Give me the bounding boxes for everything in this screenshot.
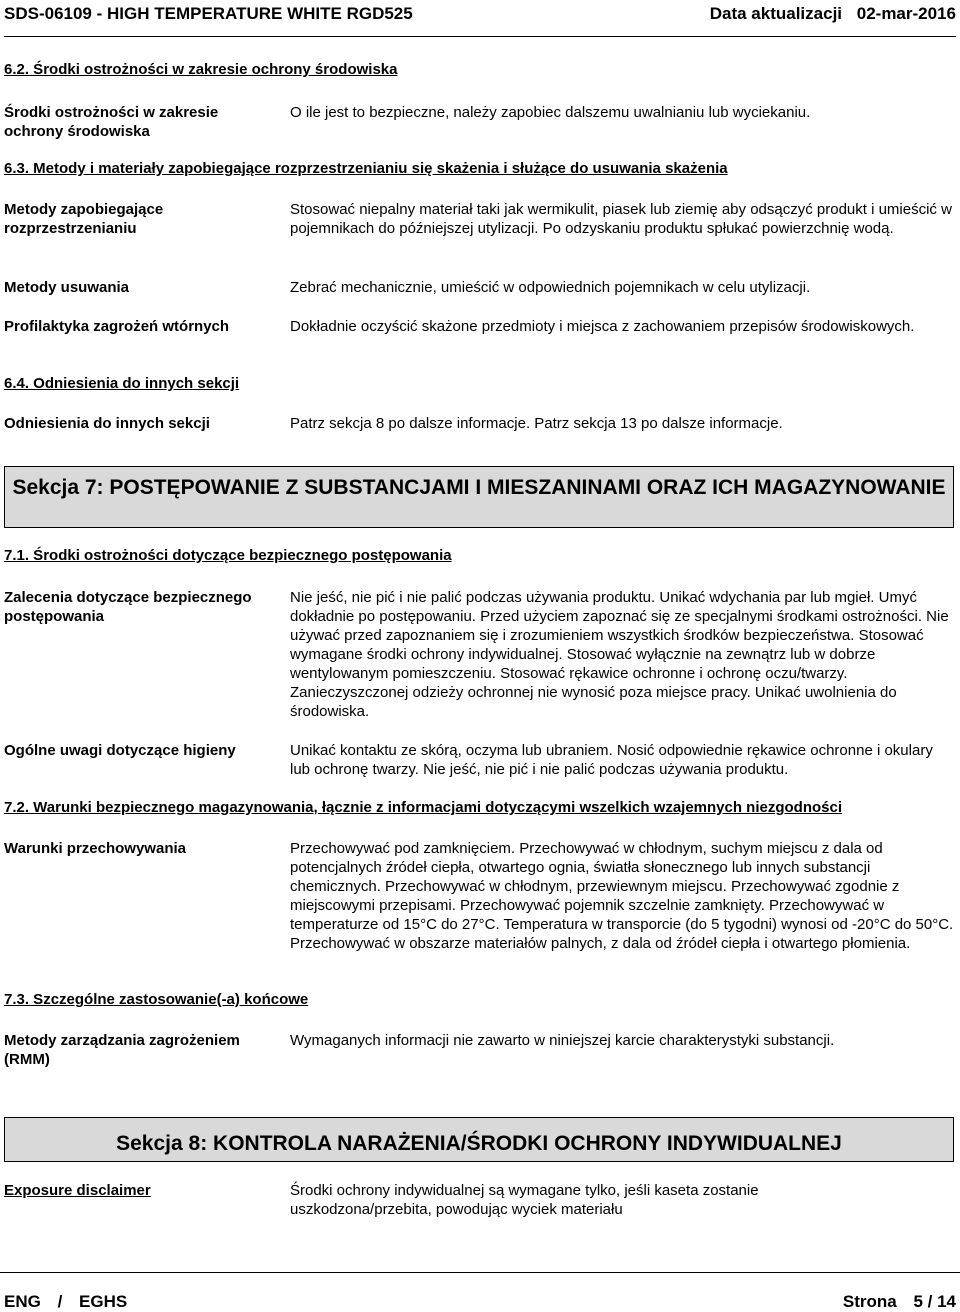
value-other-section-references: Patrz sekcja 8 po dalsze informacje. Patrz sekcja 13 po dalsze informacje.	[290, 415, 783, 432]
label-storage-conditions: Warunki przechowywania	[4, 840, 186, 857]
label-containment-methods: Metody zapobiegające rozprzestrzenianiu	[4, 201, 164, 237]
value-hygiene-measures: Unikać kontaktu ze skórą, oczyma lub ubraniem. Nosić odpowiednie rękawice ochronne i okulary lub ochronę twarzy. Nie jeść, nie pić i nie palić podczas używania produktu.	[290, 742, 933, 778]
value-risk-management-methods: Wymaganych informacji nie zawarto w niniejszej karcie charakterystyki substancji.	[290, 1032, 835, 1049]
label-secondary-hazard-prevention: Profilaktyka zagrożeń wtórnych	[4, 318, 230, 335]
heading-6-4: 6.4. Odniesienia do innych sekcji	[4, 375, 240, 392]
footer-separator: /	[57, 1292, 63, 1311]
value-secondary-hazard-prevention: Dokładnie oczyścić skażone przedmioty i miejsca z zachowaniem przepisów środowiskowych.	[290, 318, 915, 335]
label-exposure-disclaimer: Exposure disclaimer	[4, 1182, 151, 1199]
page-number	[843, 1292, 956, 1312]
section-7-title: Sekcja 7: POSTĘPOWANIE Z SUBSTANCJAMI I MIESZANINAMI ORAZ ICH MAGAZYNOWANIE	[4, 466, 954, 528]
heading-6-3: 6.3. Metody i materiały zapobiegające rozprzestrzenianiu się skażenia i służące do usuwania skażenia	[4, 160, 728, 177]
value-cleanup-methods: Zebrać mechanicznie, umieścić w odpowiednich pojemnikach w celu utylizacji.	[290, 279, 811, 296]
heading-7-1: 7.1. Środki ostrożności dotyczące bezpiecznego postępowania	[4, 547, 452, 564]
label-cleanup-methods: Metody usuwania	[4, 279, 130, 296]
label-environmental-precautions: Środki ostrożności w zakresie ochrony środowiska	[4, 104, 219, 140]
footer-divider	[0, 1272, 960, 1273]
value-environmental-precautions: O ile jest to bezpieczne, należy zapobiec dalszemu uwalnianiu lub wyciekaniu.	[290, 104, 811, 121]
revision-date-value: 02-mar-2016	[856, 4, 956, 23]
footer-format	[4, 1292, 127, 1312]
heading-7-2: 7.2. Warunki bezpiecznego magazynowania, łącznie z informacjami dotyczącymi wszelkich wzajemnych niezgodności	[4, 799, 843, 816]
page-header	[4, 0, 956, 38]
document-title: SDS-06109 - HIGH TEMPERATURE WHITE RGD525	[4, 4, 413, 23]
page-number-value: 5 / 14	[913, 1292, 956, 1311]
value-exposure-disclaimer: Środki ochrony indywidualnej są wymagane tylko, jeśli kaseta zostanie uszkodzona/przebita, powodując wyciek materiału	[290, 1182, 759, 1218]
footer-language: ENG	[4, 1292, 41, 1311]
section-8-title: Sekcja 8: KONTROLA NARAŻENIA/ŚRODKI OCHRONY INDYWIDUALNEJ	[4, 1117, 954, 1162]
label-hygiene-measures: Ogólne uwagi dotyczące higieny	[4, 742, 236, 759]
page-number-label: Strona	[842, 1292, 897, 1311]
heading-7-3: 7.3. Szczególne zastosowanie(-a) końcowe	[4, 991, 309, 1008]
label-risk-management-methods: Metody zarządzania zagrożeniem (RMM)	[4, 1032, 240, 1068]
label-other-section-references: Odniesienia do innych sekcji	[4, 415, 210, 432]
footer-sds-format: EGHS	[79, 1292, 128, 1311]
value-containment-methods: Stosować niepalny materiał taki jak wermikulit, piasek lub ziemię aby odsączyć produkt i umieścić w pojemnikach do późniejszej utylizacji. Po odzyskaniu produktu spłukać powierzchnię wodą.	[290, 201, 952, 237]
revision-date	[710, 4, 956, 24]
header-divider	[4, 36, 956, 37]
value-safe-handling-advice: Nie jeść, nie pić i nie palić podczas używania produktu. Unikać wdychania par lub mgieł. Umyć dokładnie po postępowaniu. Przed użyciem zapoznać się ze specjalnymi środkami ostrożności. Nie używać przed zapoznaniem się i zrozumieniem wszystkich środków bezpieczeństwa. Stosować wymagane środki ochrony indywidualnej. Stosować wyłącznie na zewnątrz lub w dobrze wentylowanym pomieszczeniu. Stosować rękawice ochronne i ochronę oczu/twarzy. Zanieczyszczonej odzieży ochronnej nie wynosić poza miejsce pracy. Unikać uwolnienia do środowiska.	[290, 589, 949, 720]
value-storage-conditions: Przechowywać pod zamknięciem. Przechowywać w chłodnym, suchym miejscu z dala od potencjalnych źródeł ciepła, otwartego ognia, światła słonecznego lub innych substancji chemicznych. Przechowywać w chłodnym, przewiewnym miejscu. Przechowywać zgodnie z miejscowymi przepisami. Przechowywać pojemnik szczelnie zamknięty. Przechowywać w temperaturze od 15°C do 27°C. Temperatura w transporcie (do 5 tygodni) wynosi od -20°C do 50°C. Przechowywać w obszarze materiałów palnych, z dala od źródeł ciepła i otwartego płomienia.	[290, 840, 954, 952]
revision-date-label: Data aktualizacji	[709, 4, 843, 23]
heading-6-2: 6.2. Środki ostrożności w zakresie ochrony środowiska	[4, 61, 398, 78]
label-safe-handling-advice: Zalecenia dotyczące bezpiecznego postępowania	[4, 589, 252, 625]
